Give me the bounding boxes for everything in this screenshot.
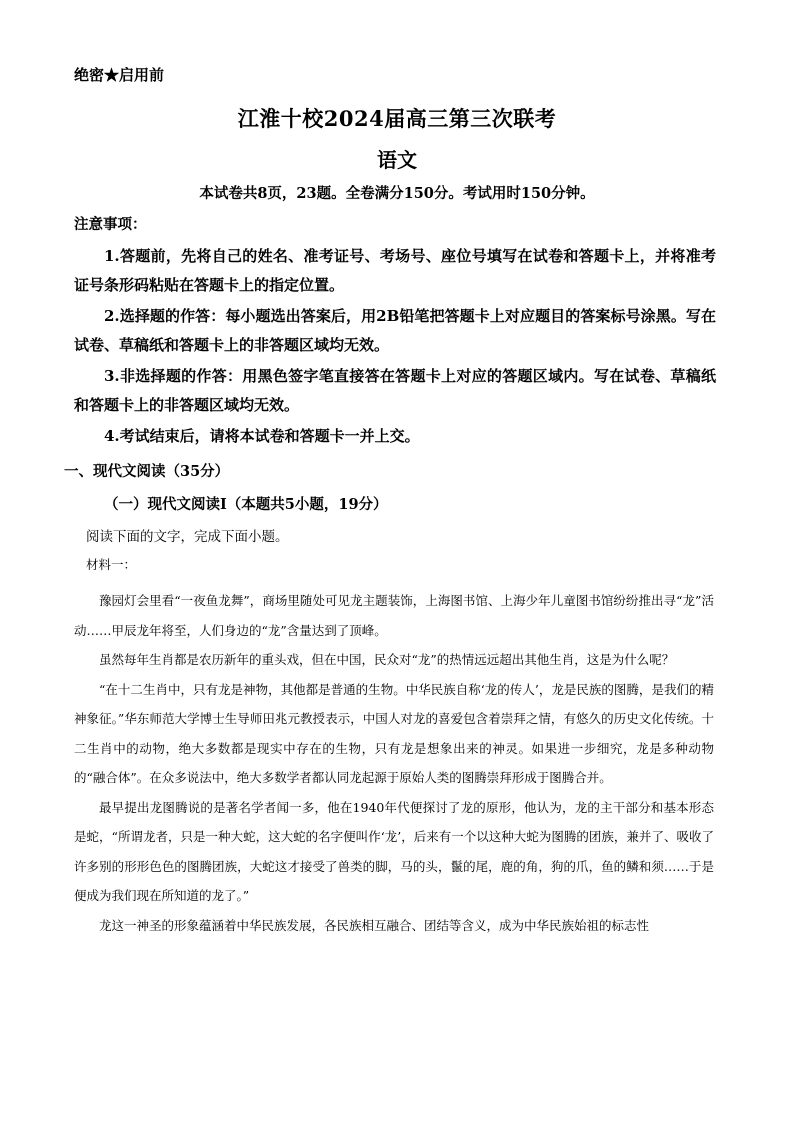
- material-label: 材料一：: [86, 557, 137, 572]
- note-item: 1.答题前，先将自己的姓名、准考证号、考场号、座位号填写在试卷和答题卡上，并将准考证号条形码粘贴在答题卡上的指定位置。: [74, 247, 716, 294]
- note-item: 2.选择题的作答：每小题选出答案后，用2B铅笔把答题卡上对应题目的答案标号涂黑。写在试卷、草稿纸和答题卡上的非答题区域均无效。: [74, 307, 716, 354]
- confidential-label: 绝密★启用前: [74, 66, 165, 84]
- subject-title: 语文: [377, 148, 417, 172]
- subsection-heading: （一）现代文阅读Ⅰ（本题共5小题，19分）: [104, 496, 388, 513]
- reading-instruction: 阅读下面的文字，完成下面小题。: [86, 529, 289, 545]
- passage-paragraph: 龙这一神圣的形象蕴涵着中华民族发展，各民族相互融合、团结等含义，成为中华民族始祖的标志性: [99, 917, 650, 933]
- exam-info: 本试卷共8页，23题。全卷满分150分。考试用时150分钟。: [199, 185, 595, 202]
- notes-heading: 注意事项：: [74, 216, 147, 233]
- passage-paragraph: “在十二生肖中，只有龙是神物，其他都是普通的生物。中华民族自称‘龙的传人’，龙是民族的图腾，是我们的精神象征。”华东师范大学博士生导师田兆元教授表示，中国人对龙的喜爱包含着崇拜之情，有悠久的历史文化传统。十二生肖中的动物，绝大多数都是现实中存在的生物，只有龙是想象出来的神灵。如果进一步细究，龙是多种动物的“融合体”。在众多说法中，绝大多数学者都认同龙起源于原始人类的图腾崇拜形成于图腾合并。: [74, 681, 714, 785]
- notes-list: [74, 242, 716, 453]
- reading-passage: [74, 586, 714, 940]
- passage-paragraph: 最早提出龙图腾说的是著名学者闻一多，他在1940年代便探讨了龙的原形，他认为，龙的主干部分和基本形态是蛇，“所谓龙者，只是一种大蛇，这大蛇的名字便叫作‘龙’，后来有一个以这种大蛇为图腾的团族，兼并了、吸收了许多别的形形色色的图腾团族，大蛇这才接受了兽类的脚，马的头，鬣的尾，鹿的角，狗的爪，鱼的鳞和须……于是便成为我们现在所知道的龙了。”: [74, 799, 714, 903]
- passage-paragraph: 虽然每年生肖都是农历新年的重头戏，但在中国，民众对“龙”的热情远远超出其他生肖，这是为什么呢？: [99, 652, 675, 667]
- exam-title: 江淮十校2024届高三第三次联考: [237, 106, 557, 131]
- section-heading: 一、现代文阅读（35分）: [64, 463, 230, 480]
- note-item: 4.考试结束后，请将本试卷和答题卡一并上交。: [104, 427, 420, 445]
- passage-paragraph: 豫园灯会里看“一夜鱼龙舞”，商场里随处可见龙主题装饰，上海图书馆、上海少年儿童图书馆纷纷推出寻“龙”活动……甲辰龙年将至，人们身边的“龙”含量达到了顶峰。: [74, 593, 714, 638]
- note-item: 3.非选择题的作答：用黑色签字笔直接答在答题卡上对应的答题区域内。写在试卷、草稿纸和答题卡上的非答题区域均无效。: [74, 367, 716, 414]
